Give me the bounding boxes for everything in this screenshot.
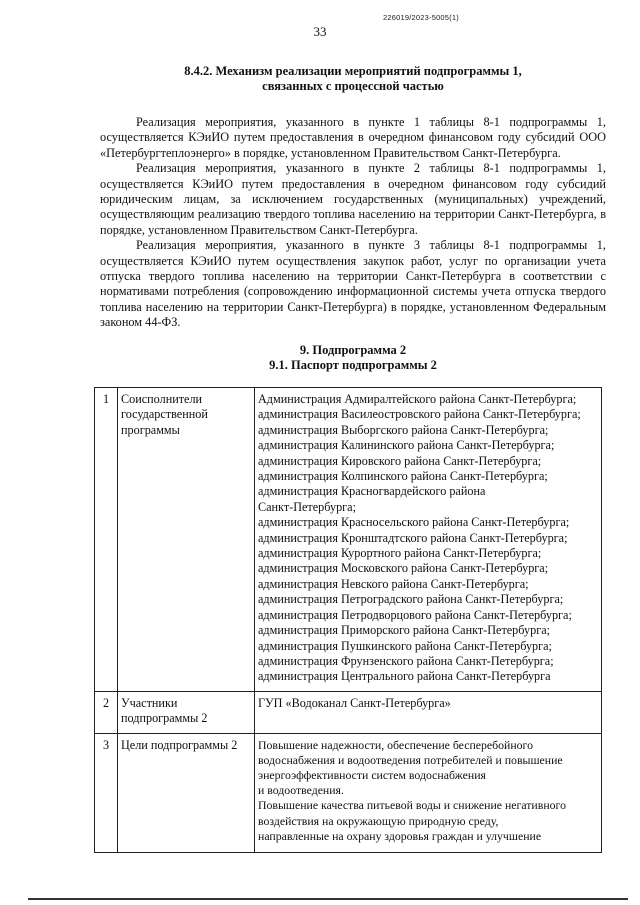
row-value [255,388,602,692]
table-row [95,733,602,852]
value-line: Повышение надежности, обеспечение бесперебойного [258,737,534,752]
value-line: администрация Невского района Санкт-Петербурга; [258,576,529,591]
section-842-body [100,115,606,331]
paragraph-1: Реализация мероприятия, указанного в пункте 1 таблицы 8-1 подпрограммы 1, осуществляется КЭиИО путем предоставления в очередном финансовом году субсидий ООО «Петербургтеплоэнерго» в порядке, установленном Правительством Санкт-Петербурга. [100,115,606,160]
paragraph-2: Реализация мероприятия, указанного в пункте 2 таблицы 8-1 подпрограммы 1, осуществляется КЭиИО путем предоставления в очередном финансовом году субсидий юридическим лицам, за исключением государственных (муниципальных) учреждений, осуществляющим реализацию твердого топлива населению на территории Санкт-Петербурга, в порядке, установленном Правительством Санкт-Петербурга. [100,161,606,237]
value-line: направленные на охрану здоровья граждан и улучшение [258,828,542,843]
section-9-title: 9. Подпрограмма 2 [299,343,407,357]
row-label: Соисполнители государственной программы [118,388,255,692]
row-number: 1 [95,388,118,692]
value-line: администрация Выборгского района Санкт-Петербурга; [258,422,549,437]
bottom-rule [28,898,628,900]
section-9-subtitle: 9.1. Паспорт подпрограммы 2 [269,358,437,372]
value-line: администрация Курортного района Санкт-Петербурга; [258,546,542,561]
page-number: 33 [313,24,327,39]
value-line: Санкт-Петербурга; [258,499,356,514]
value-line: администрация Московского района Санкт-Петербурга; [258,561,549,576]
row-label: Участники подпрограммы 2 [118,691,255,733]
value-line: энергоэффективности систем водоснабжения [258,767,486,782]
value-line: администрация Фрунзенского района Санкт-Петербурга; [258,653,554,668]
row-label: Цели подпрограммы 2 [118,733,255,852]
value-line: администрация Пушкинского района Санкт-Петербурга; [258,638,552,653]
value-line: администрация Кировского района Санкт-Петербурга; [258,453,542,468]
value-line: администрация Василеостровского района Санкт-Петербурга; [258,407,581,422]
value-line: администрация Красногвардейского района [258,484,486,499]
row-number: 2 [95,691,118,733]
value-line: администрация Колпинского района Санкт-Петербурга; [258,469,548,484]
section-842-title-line1: 8.4.2. Механизм реализации мероприятий подпрограммы 1, [184,64,522,78]
value-line: администрация Петроградского района Санкт-Петербурга; [258,592,564,607]
section-842-title-line2: связанных с процессной частью [262,79,444,93]
value-line: ГУП «Водоканал Санкт-Петербурга» [258,695,451,710]
paragraph-3: Реализация мероприятия, указанного в пункте 3 таблицы 8-1 подпрограммы 1, осуществляется КЭиИО путем осуществления закупок работ, услуг по организации учета отпуска твердого топлива населению на территории Санкт-Петербурга в соответствии с нормативами потребления (сопровождению информационной системы учета отпуска твердого топлива населению на территории Санкт-Петербурга) в порядке, установленном Федеральным законом 44-ФЗ. [100,238,606,330]
table-row [95,691,602,733]
value-line: и водоотведения. [258,783,344,798]
section-9-heading [100,343,606,373]
value-line: администрация Кронштадтского района Санкт-Петербурга; [258,530,568,545]
value-line: Повышение качества питьевой воды и снижение негативного [258,798,566,813]
passport-table [94,387,602,853]
row-value [255,733,602,852]
value-line: водоснабжения и водоотведения потребителей и повышение [258,752,563,767]
row-number: 3 [95,733,118,852]
value-line: Администрация Адмиралтейского района Санкт-Петербурга; [258,392,577,406]
value-line: воздействия на окружающую природную среду, [258,813,499,828]
value-line: администрация Центрального района Санкт-Петербурга [258,669,551,684]
value-line: администрация Калининского района Санкт-Петербурга; [258,438,555,453]
value-line: администрация Красносельского района Санкт-Петербурга; [258,515,570,530]
value-line: администрация Приморского района Санкт-Петербурга; [258,623,550,638]
table-row [95,388,602,692]
section-842-heading [100,64,606,94]
document-id: 226019/2023-5005(1) [383,13,459,22]
row-value [255,691,602,733]
value-line: администрация Петродворцового района Санкт-Петербурга; [258,607,572,622]
